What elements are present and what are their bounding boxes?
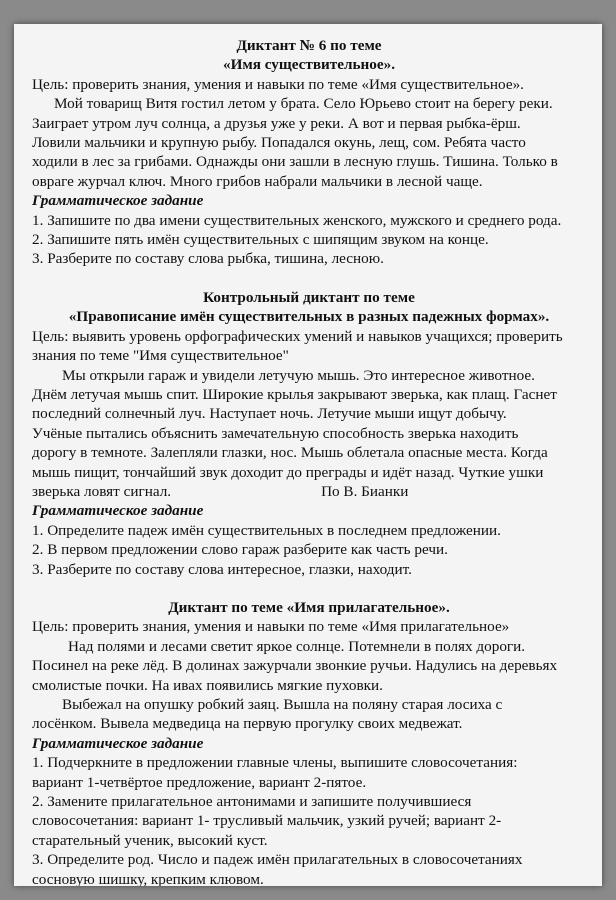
goal-text: Цель: проверить знания, умения и навыки по теме «Имя прилагательное» [32,618,510,636]
dictation-3 [32,598,586,886]
task-item: 3. Определите род. Число и падеж имён прилагательных в словосочетаниях [32,851,523,869]
task-item: 2. Запишите пять имён существительных с шипящим звуком на конце. [32,231,489,249]
text-line: Посинел на реке лёд. В долинах зажурчали звонкие ручьи. Надулись на деревьях [32,657,558,675]
task-item: 3. Разберите по составу слова рыбка, тишина, лесною. [32,250,384,268]
goal-text: Цель: выявить уровень орфографических умений и навыков учащихся; проверить [32,327,563,345]
text-line: Мой товарищ Витя гостил летом у брата. Село Юрьево стоит на берегу реки. [54,95,553,113]
text-fragment: зверька ловят сигнал. [32,482,172,500]
text-line: овраге журчал ключ. Много грибов набрали мальчики в лесной чаще. [32,172,483,190]
task-heading: Грамматическое задание [32,734,204,752]
text-line: последний солнечный луч. Наступает ночь. Летучие мыши ищут добычу. [32,405,507,423]
section-title: Диктант № 6 по теме [236,37,382,54]
document-page [14,24,602,886]
text-line: Мы открыли гараж и увидели летучую мышь. Это интересное животное. [62,366,535,384]
task-item: 2. В первом предложении слово гараж разберите как часть речи. [32,541,448,559]
text-line: Выбежал на опушку робкий заяц. Вышла на поляну старая лосиха с [62,696,503,713]
task-item: 1. Подчеркните в предложении главные члены, выпишите словосочетания: [32,754,518,772]
goal-text: знания по теме "Имя существительное" [32,347,289,365]
goal-text: Цель: проверить знания, умения и навыки по теме «Имя существительное». [32,75,524,93]
dictation-1 [32,36,586,269]
section-title: Диктант по теме «Имя прилагательное». [168,598,450,616]
section-title: «Имя существительное». [222,56,396,74]
task-heading: Грамматическое задание [32,502,204,520]
task-item: старательный ученик, высокий куст. [32,831,268,849]
text-line: Ловили мальчики и крупную рыбу. Попадался окунь, лещ, сом. Ребята часто [32,134,526,152]
task-item: вариант 1-четвёртое предложение, вариант 2-пятое. [32,773,367,791]
task-item: словосочетания: вариант 1- трусливый мальчик, узкий ручей; вариант 2- [32,812,502,830]
text-line: лосёнком. Вывела медведица на первую прогулку своих медвежат. [32,715,463,733]
task-heading: Грамматическое задание [32,192,204,210]
text-line [32,482,586,501]
section-title: Контрольный диктант по теме [203,288,415,306]
task-item: 1. Определите падеж имён существительных в последнем предложении. [32,521,501,539]
task-item: 1. Запишите по два имени существительных женского, мужского и среднего рода. [32,211,562,229]
text-line: ходили в лес за грибами. Однажды они зашли в лесную глушь. Тишина. Только в [32,153,558,171]
dictation-2 [32,288,586,579]
text-line: Учёные пытались объяснить замечательную способность зверька находить [32,424,519,442]
text-line: Над полями и лесами светит яркое солнце. Потемнели в полях дороги. [68,637,526,655]
task-item: 3. Разберите по составу слова интересное, глазки, находит. [32,560,412,578]
task-item: сосновую шишку, крепким клювом. [32,870,264,886]
section-title: «Правописание имён существительных в разных падежных формах». [68,308,550,326]
text-line: смолистые почки. На ивах появились мягкие пуховки. [32,676,383,694]
task-item: 2. Замените прилагательное антонимами и запишите получившиеся [32,793,472,811]
author-credit: По В. Бианки [321,482,409,500]
text-line: дорогу в темноте. Залепляли глазки, нос. Мышь облетала опасные места. Когда [32,444,548,462]
text-line: Днём летучая мышь спит. Широкие крылья закрывают зверька, как плащ. Гаснет [32,385,557,403]
text-line: Заиграет утром луч солнца, а друзья уже у реки. А вот и первая рыбка-ёрш. [32,114,521,132]
text-line: мышь пищит, тончайший звук доходит до преграды и идёт назад. Чуткие ушки [32,463,544,481]
